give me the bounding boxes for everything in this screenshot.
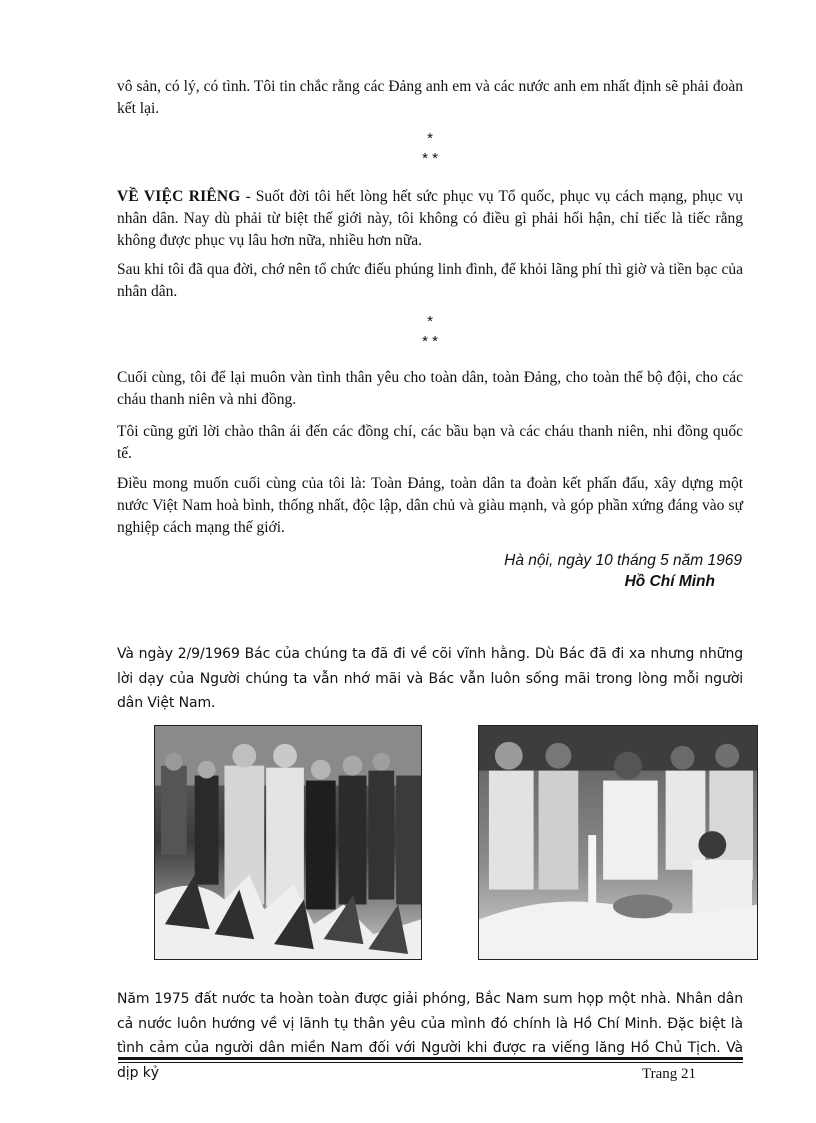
paragraph-7: Và ngày 2/9/1969 Bác của chúng ta đã đi về cõi vĩnh hằng. Dù Bác đã đi xa nhưng những lời dạy của Người chúng ta vẫn nhớ mãi và Bác vẫn luôn sống mãi trong lòng mỗi người dân Việt Nam. [117,646,743,711]
paragraph-4: Cuối cùng, tôi để lại muôn vàn tình thân yêu cho toàn dân, toàn Đảng, cho toàn thể bộ đội, cho các cháu thanh niên và nhi đồng. [117,369,743,408]
footer-rule-thin [118,1062,743,1063]
page-number: Trang 21 [641,1066,696,1082]
signature-date: Hà nội, ngày 10 tháng 5 năm 1969 [504,552,742,569]
paragraph-6: Điều mong muốn cuối cùng của tôi là: Toàn Đảng, toàn dân ta đoàn kết phấn đấu, xây dựng một nước Việt Nam hoà bình, thống nhất, độc lập, dân chủ và giàu mạnh, và góp phần xứng đáng vào sự nghiệp cách mạng thế giới. [117,475,743,536]
paragraph-1: vô sản, có lý, có tình. Tôi tin chắc rằng các Đảng anh em và các nước anh em nhất định sẽ phải đoàn kết lại. [117,78,743,117]
paragraph-5: Tôi cũng gửi lời chào thân ái đến các đồng chí, các bầu bạn và các cháu thanh niên, nhi đồng quốc tế. [117,423,743,462]
mourners-standing-photo [154,725,422,960]
paragraph-3: Sau khi tôi đã qua đời, chớ nên tổ chức điếu phúng linh đình, để khỏi lãng phí thì giờ và tiền bạc của nhân dân. [117,261,743,300]
section-text: - Suốt đời tôi hết lòng hết sức phục vụ Tổ quốc, phục vụ cách mạng, phục vụ nhân dân. Nay dù phải từ biệt thế giới này, tôi không có điều gì phải hối hận, chỉ tiếc là tiếc rằng không được phục vụ lâu hơn nữa, nhiều hơn nữa. [117,188,743,249]
separator-star-top: * [427,130,433,147]
paragraph-8: Năm 1975 đất nước ta hoàn toàn được giải phóng, Bắc Nam sum họp một nhà. Nhân dân cả nước luôn hướng về vị lãnh tụ thân yêu của mình đó chính là Hồ Chí Minh. Đặc biệt là tình cảm của người dân miền Nam đối với Người khi được ra viếng lăng Hồ Chủ Tịch. Và dịp kỷ [117,991,743,1081]
separator-star-bottom-2: * * [422,333,438,350]
separator-star-top-2: * [427,313,433,330]
section-heading: VỀ VIỆC RIÊNG [117,188,241,205]
separator-star-bottom: * * [422,150,438,167]
footer-rule-thick [118,1057,743,1060]
mourners-at-bier-photo [478,725,758,960]
signature-name: Hồ Chí Minh [624,573,715,590]
paragraph-personal-matters [117,186,743,252]
